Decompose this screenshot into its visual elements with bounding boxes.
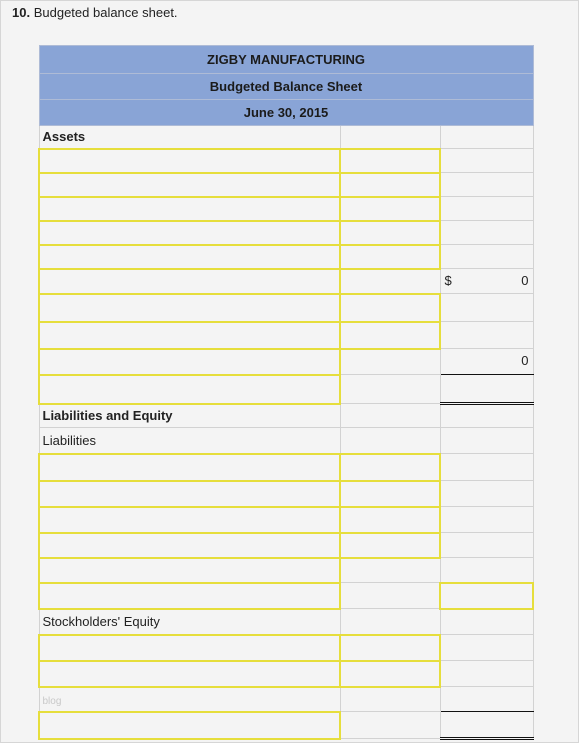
total-assets-label-field[interactable] <box>40 376 339 403</box>
current-assets-total-label-field[interactable] <box>40 270 339 293</box>
liabilities-equity-heading: Liabilities and Equity <box>39 404 340 428</box>
asset-label-field[interactable] <box>40 246 339 268</box>
liability-label-field[interactable] <box>40 584 339 608</box>
empty-cell <box>440 126 533 149</box>
liabilities-heading: Liabilities <box>39 428 340 454</box>
budgeted-balance-sheet <box>38 45 534 740</box>
liability-label-input[interactable] <box>39 583 340 609</box>
empty-cell <box>340 404 440 428</box>
empty-cell <box>440 245 533 269</box>
liability-amount-input[interactable] <box>340 533 440 558</box>
watermark-cell <box>39 687 340 712</box>
empty-cell <box>340 349 440 375</box>
equity-label-field[interactable] <box>40 636 339 660</box>
asset-label-input[interactable] <box>39 221 340 245</box>
current-assets-total-value: 0 <box>521 273 529 288</box>
empty-cell <box>440 149 533 173</box>
empty-cell <box>340 687 440 712</box>
equity-amount-input[interactable] <box>340 635 440 661</box>
empty-cell <box>340 583 440 609</box>
asset-amount-field[interactable] <box>341 150 439 172</box>
net-asset-total-value: 0 <box>521 353 529 368</box>
empty-cell <box>440 294 533 322</box>
empty-cell <box>340 375 440 404</box>
liability-amount-field[interactable] <box>341 482 439 506</box>
asset-amount-input[interactable] <box>340 294 440 322</box>
empty-cell <box>340 126 440 149</box>
liability-label-input[interactable] <box>39 507 340 533</box>
total-liabilities-equity-label-input[interactable] <box>39 712 340 739</box>
empty-cell <box>440 533 533 558</box>
liability-label-field[interactable] <box>40 508 339 532</box>
asset-amount-input[interactable] <box>340 245 440 269</box>
liability-amount-field[interactable] <box>341 455 439 480</box>
empty-cell <box>440 661 533 687</box>
empty-cell <box>440 609 533 635</box>
total-liabilities-equity-cell <box>440 712 533 739</box>
empty-cell <box>340 558 440 583</box>
asset-amount-input[interactable] <box>340 221 440 245</box>
asset-amount-field[interactable] <box>341 295 439 321</box>
asset-label-field[interactable] <box>40 323 339 348</box>
liability-label-input[interactable] <box>39 533 340 558</box>
empty-cell <box>340 428 440 454</box>
liability-label-field[interactable] <box>40 534 339 557</box>
asset-label-input[interactable] <box>39 149 340 173</box>
asset-label-input[interactable] <box>39 245 340 269</box>
assets-heading: Assets <box>39 126 340 149</box>
asset-amount-input[interactable] <box>340 322 440 349</box>
liability-label-input[interactable] <box>39 481 340 507</box>
statement-title: Budgeted Balance Sheet <box>39 74 533 100</box>
net-asset-label-input[interactable] <box>39 349 340 375</box>
empty-cell <box>440 197 533 221</box>
total-liabilities-amount-field[interactable] <box>441 584 532 608</box>
liability-label-input[interactable] <box>39 454 340 481</box>
empty-cell <box>440 322 533 349</box>
empty-cell <box>440 428 533 454</box>
equity-amount-input[interactable] <box>340 661 440 687</box>
empty-cell <box>340 712 440 739</box>
stockholders-equity-heading: Stockholders' Equity <box>39 609 340 635</box>
liability-amount-input[interactable] <box>340 481 440 507</box>
current-assets-total-label-input[interactable] <box>39 269 340 294</box>
empty-cell <box>440 558 533 583</box>
asset-amount-field[interactable] <box>341 246 439 268</box>
statement-date: June 30, 2015 <box>39 100 533 126</box>
liability-amount-field[interactable] <box>341 534 439 557</box>
currency-symbol: $ <box>444 273 452 288</box>
empty-cell <box>440 507 533 533</box>
asset-amount-field[interactable] <box>341 174 439 196</box>
question-number: 10. <box>12 5 31 20</box>
watermark-text: blog <box>42 695 62 707</box>
total-assets-cell <box>440 375 533 404</box>
question-title <box>12 5 178 20</box>
empty-cell <box>440 481 533 507</box>
total-liabilities-label-input[interactable] <box>39 558 340 583</box>
empty-cell <box>440 173 533 197</box>
equity-label-input[interactable] <box>39 661 340 687</box>
asset-amount-field[interactable] <box>341 198 439 220</box>
company-name: ZIGBY MANUFACTURING <box>39 46 533 74</box>
current-assets-total <box>440 269 533 294</box>
empty-cell <box>340 269 440 294</box>
empty-cell <box>440 454 533 481</box>
asset-label-field[interactable] <box>40 222 339 244</box>
total-liabilities-amount-input[interactable] <box>440 583 533 609</box>
liability-label-field[interactable] <box>40 482 339 506</box>
liability-label-field[interactable] <box>40 455 339 480</box>
empty-cell <box>440 635 533 661</box>
empty-cell <box>340 609 440 635</box>
empty-cell <box>440 221 533 245</box>
empty-cell <box>440 404 533 428</box>
asset-amount-input[interactable] <box>340 149 440 173</box>
asset-label-input[interactable] <box>39 322 340 349</box>
asset-label-input[interactable] <box>39 173 340 197</box>
net-asset-total <box>440 349 533 375</box>
asset-amount-field[interactable] <box>341 323 439 348</box>
total-liabilities-equity-label-field[interactable] <box>40 713 339 738</box>
total-assets-label-input[interactable] <box>39 375 340 404</box>
asset-amount-input[interactable] <box>340 197 440 221</box>
asset-label-input[interactable] <box>39 197 340 221</box>
asset-amount-field[interactable] <box>341 222 439 244</box>
asset-amount-input[interactable] <box>340 173 440 197</box>
asset-label-field[interactable] <box>40 295 339 321</box>
liability-amount-input[interactable] <box>340 507 440 533</box>
equity-amount-field[interactable] <box>341 662 439 686</box>
asset-label-field[interactable] <box>40 150 339 172</box>
equity-label-input[interactable] <box>39 635 340 661</box>
question-text: Budgeted balance sheet. <box>33 5 178 20</box>
net-asset-label-field[interactable] <box>40 350 339 374</box>
asset-label-input[interactable] <box>39 294 340 322</box>
liability-amount-field[interactable] <box>341 508 439 532</box>
asset-label-field[interactable] <box>40 174 339 196</box>
equity-amount-field[interactable] <box>341 636 439 660</box>
total-equity-cell <box>440 687 533 712</box>
liability-amount-input[interactable] <box>340 454 440 481</box>
total-liabilities-label-field[interactable] <box>40 559 339 582</box>
asset-label-field[interactable] <box>40 198 339 220</box>
equity-label-field[interactable] <box>40 662 339 686</box>
